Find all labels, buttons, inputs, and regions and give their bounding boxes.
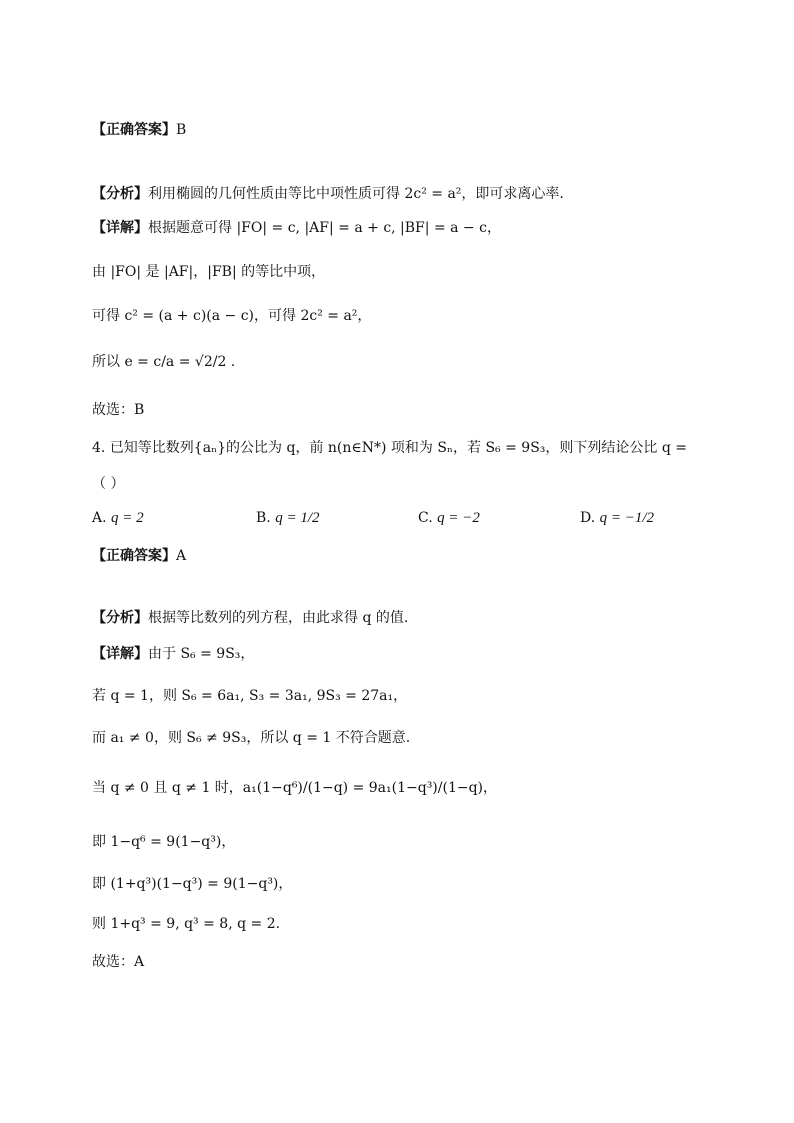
option-a [92,508,144,528]
option-a-value: q = 2 [111,510,144,526]
option-a-label: A. [92,510,107,526]
answer-label: 【正确答案】 [92,122,176,138]
q-answer-value: A [176,548,187,564]
question-paren [92,474,124,494]
q-detail-line-1 [92,644,254,664]
detail-text-4: 所以 e = c/a = √2/2 . [92,354,236,370]
option-b-label: B. [256,510,271,526]
analysis-label: 【分析】 [92,186,148,202]
detail-line-1 [92,218,501,238]
question-stem: 已知等比数列{aₙ}的公比为 q，前 n(n∈N*) 项和为 Sₙ，若 S₆ = 9S₃，则下列结论公比 q = [109,440,687,456]
detail-line-3 [92,306,371,326]
q-detail-line-5 [92,832,235,852]
option-d-value: q = −1/2 [599,510,655,526]
q-detail-line-4 [92,778,497,798]
detail-text-1: 根据题意可得 |FO| = c, |AF| = a + c, |BF| = a − c， [148,220,501,236]
option-b [256,508,320,528]
q-answer-label: 【正确答案】 [92,548,176,564]
q-detail-text-7: 则 1+q³ = 9, q³ = 8, q = 2. [92,916,281,932]
option-d-label: D. [580,510,596,526]
q-analysis-line [92,608,408,628]
question-paren-text: （ ） [92,476,125,492]
q-detail-text-1: 由于 S₆ = 9S₃， [148,646,255,662]
q-detail-line-7 [92,914,280,934]
option-c-label: C. [418,510,433,526]
q-detail-text-6: 即 (1+q³)(1−q³) = 9(1−q³)， [92,876,293,892]
analysis-line [92,184,564,204]
q-detail-line-3 [92,728,410,748]
q-detail-line-8 [92,952,144,972]
q-detail-text-3: 而 a₁ ≠ 0，则 S₆ ≠ 9S₃，所以 q = 1 不符合题意. [92,730,411,746]
q-detail-line-6 [92,874,292,894]
q-detail-line-2 [92,686,407,706]
analysis-text: 利用椭圆的几何性质由等比中项性质可得 2c² = a²，即可求离心率. [148,186,564,202]
q-answer-line [92,546,186,566]
q-detail-text-2: 若 q = 1，则 S₆ = 6a₁, S₃ = 3a₁, 9S₃ = 27a₁， [92,688,408,704]
detail-label: 【详解】 [92,220,148,236]
q-analysis-label: 【分析】 [92,610,148,626]
q-detail-label: 【详解】 [92,646,148,662]
question-stem-line [92,438,687,458]
q-analysis-text: 根据等比数列的列方程，由此求得 q 的值. [148,610,409,626]
option-c [418,508,480,528]
option-c-value: q = −2 [437,510,480,526]
detail-text-3: 可得 c² = (a + c)(a − c)，可得 2c² = a²， [92,308,372,324]
answer-value: B [176,122,187,138]
detail-line-5 [92,400,144,420]
detail-line-4 [92,352,235,372]
question-number: 4. [92,440,106,456]
detail-text-2: 由 |FO| 是 |AF|，|FB| 的等比中项， [92,264,326,280]
answer-line [92,120,186,140]
detail-text-5: 故选：B [92,402,145,418]
option-d [580,508,654,528]
q-detail-text-5: 即 1−q⁶ = 9(1−q³)， [92,834,236,850]
q-detail-text-4: 当 q ≠ 0 且 q ≠ 1 时，a₁(1−q⁶)/(1−q) = 9a₁(1−q³)/(1−q)， [92,780,498,796]
detail-line-2 [92,262,325,282]
q-detail-text-8: 故选：A [92,954,145,970]
option-b-value: q = 1/2 [275,510,320,526]
